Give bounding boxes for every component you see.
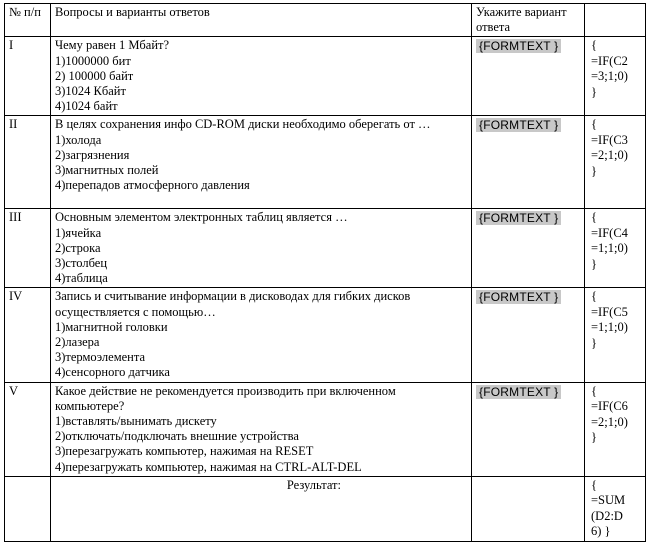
option: 3)столбец — [55, 256, 108, 271]
option: 1)магнитной головки — [55, 319, 168, 334]
row-num — [5, 209, 51, 288]
row-num — [5, 382, 51, 476]
row-num-text: V — [9, 383, 19, 398]
row-num — [5, 288, 51, 382]
result-label: Результат: — [286, 477, 341, 492]
option: 2)отключать/подключать внешние устройства — [55, 429, 299, 444]
option: 2)лазера — [55, 335, 100, 350]
formula-cell — [585, 37, 646, 116]
result-num-cell — [5, 476, 51, 541]
question-cell — [51, 37, 472, 116]
option: 2)строка — [55, 240, 101, 255]
header-row — [5, 4, 646, 37]
option: 4)таблица — [55, 271, 108, 286]
option: 2) 100000 байт — [55, 68, 134, 83]
answer-field[interactable]: {FORMTEXT } — [476, 385, 561, 399]
row-num — [5, 37, 51, 116]
header-calc — [585, 4, 646, 37]
row-num-text: II — [9, 117, 18, 132]
answer-cell[interactable] — [472, 382, 585, 476]
row-num-text: IV — [9, 289, 23, 304]
question-cell — [51, 382, 472, 476]
option: 3)магнитных полей — [55, 163, 159, 178]
header-num-text: № п/п — [9, 5, 41, 19]
header-answer — [472, 4, 585, 37]
question-row-4 — [5, 288, 646, 382]
formula-cell — [585, 288, 646, 382]
formula-text: { =IF(C2 =3;1;0) } — [591, 38, 628, 99]
row-num — [5, 116, 51, 209]
formula-text: { =IF(C5 =1;1;0) } — [591, 289, 628, 350]
question-text: В целях сохранения инфо CD-ROM диски необходимо оберегать от … — [55, 117, 431, 132]
formula-text: { =IF(C3 =2;1;0) } — [591, 117, 628, 178]
question-row-1 — [5, 37, 646, 116]
header-question — [51, 4, 472, 37]
option: 4)перепадов атмосферного давления — [55, 178, 250, 193]
result-formula: { =SUM (D2:D 6) } — [591, 477, 626, 539]
question-cell — [51, 116, 472, 209]
question-cell — [51, 209, 472, 288]
row-num-text: I — [9, 38, 14, 53]
option: 1)холода — [55, 132, 102, 147]
question-row-5 — [5, 382, 646, 476]
question-text: Запись и считывание информации в дисководах для гибких дисков осуществляется с помощью… — [55, 289, 411, 319]
option: 1)ячейка — [55, 225, 102, 240]
answer-field[interactable]: {FORMTEXT } — [476, 39, 561, 53]
option: 4)1024 байт — [55, 99, 118, 114]
header-answer-text: Укажите вариант ответа — [476, 5, 567, 35]
answer-cell[interactable] — [472, 288, 585, 382]
answer-cell[interactable] — [472, 37, 585, 116]
answer-field[interactable]: {FORMTEXT } — [476, 290, 561, 304]
result-label-cell — [51, 476, 472, 541]
quiz-table — [4, 3, 646, 542]
option: 3)перезагружать компьютер, нажимая на RESET — [55, 444, 314, 459]
answer-cell[interactable] — [472, 209, 585, 288]
row-num-text: III — [9, 210, 22, 225]
option: 3)1024 Кбайт — [55, 84, 126, 99]
question-text: Какое действие не рекомендуется производить при включенном компьютере? — [55, 383, 396, 413]
formula-cell — [585, 382, 646, 476]
result-formula-cell — [585, 476, 646, 541]
question-text: Основным элементом электронных таблиц является … — [55, 210, 348, 225]
formula-cell — [585, 209, 646, 288]
option: 4)перезагружать компьютер, нажимая на CTRL-ALT-DEL — [55, 459, 362, 474]
formula-text: { =IF(C6 =2;1;0) } — [591, 383, 628, 445]
question-text: Чему равен 1 Мбайт? — [55, 38, 170, 53]
option: 3)термоэлемента — [55, 350, 146, 365]
option: 1)вставлять/вынимать дискету — [55, 414, 217, 429]
question-row-3 — [5, 209, 646, 288]
answer-cell[interactable] — [472, 116, 585, 209]
question-row-2 — [5, 116, 646, 209]
question-cell — [51, 288, 472, 382]
header-question-text: Вопросы и варианты ответов — [55, 5, 210, 19]
result-answer-cell — [472, 476, 585, 541]
formula-cell — [585, 116, 646, 209]
formula-text: { =IF(C4 =1;1;0) } — [591, 210, 628, 271]
answer-field[interactable]: {FORMTEXT } — [476, 118, 561, 132]
result-row — [5, 476, 646, 541]
option: 2)загрязнения — [55, 147, 130, 162]
answer-field[interactable]: {FORMTEXT } — [476, 211, 561, 225]
option: 1)1000000 бит — [55, 53, 131, 68]
header-num — [5, 4, 51, 37]
option: 4)сенсорного датчика — [55, 365, 170, 380]
